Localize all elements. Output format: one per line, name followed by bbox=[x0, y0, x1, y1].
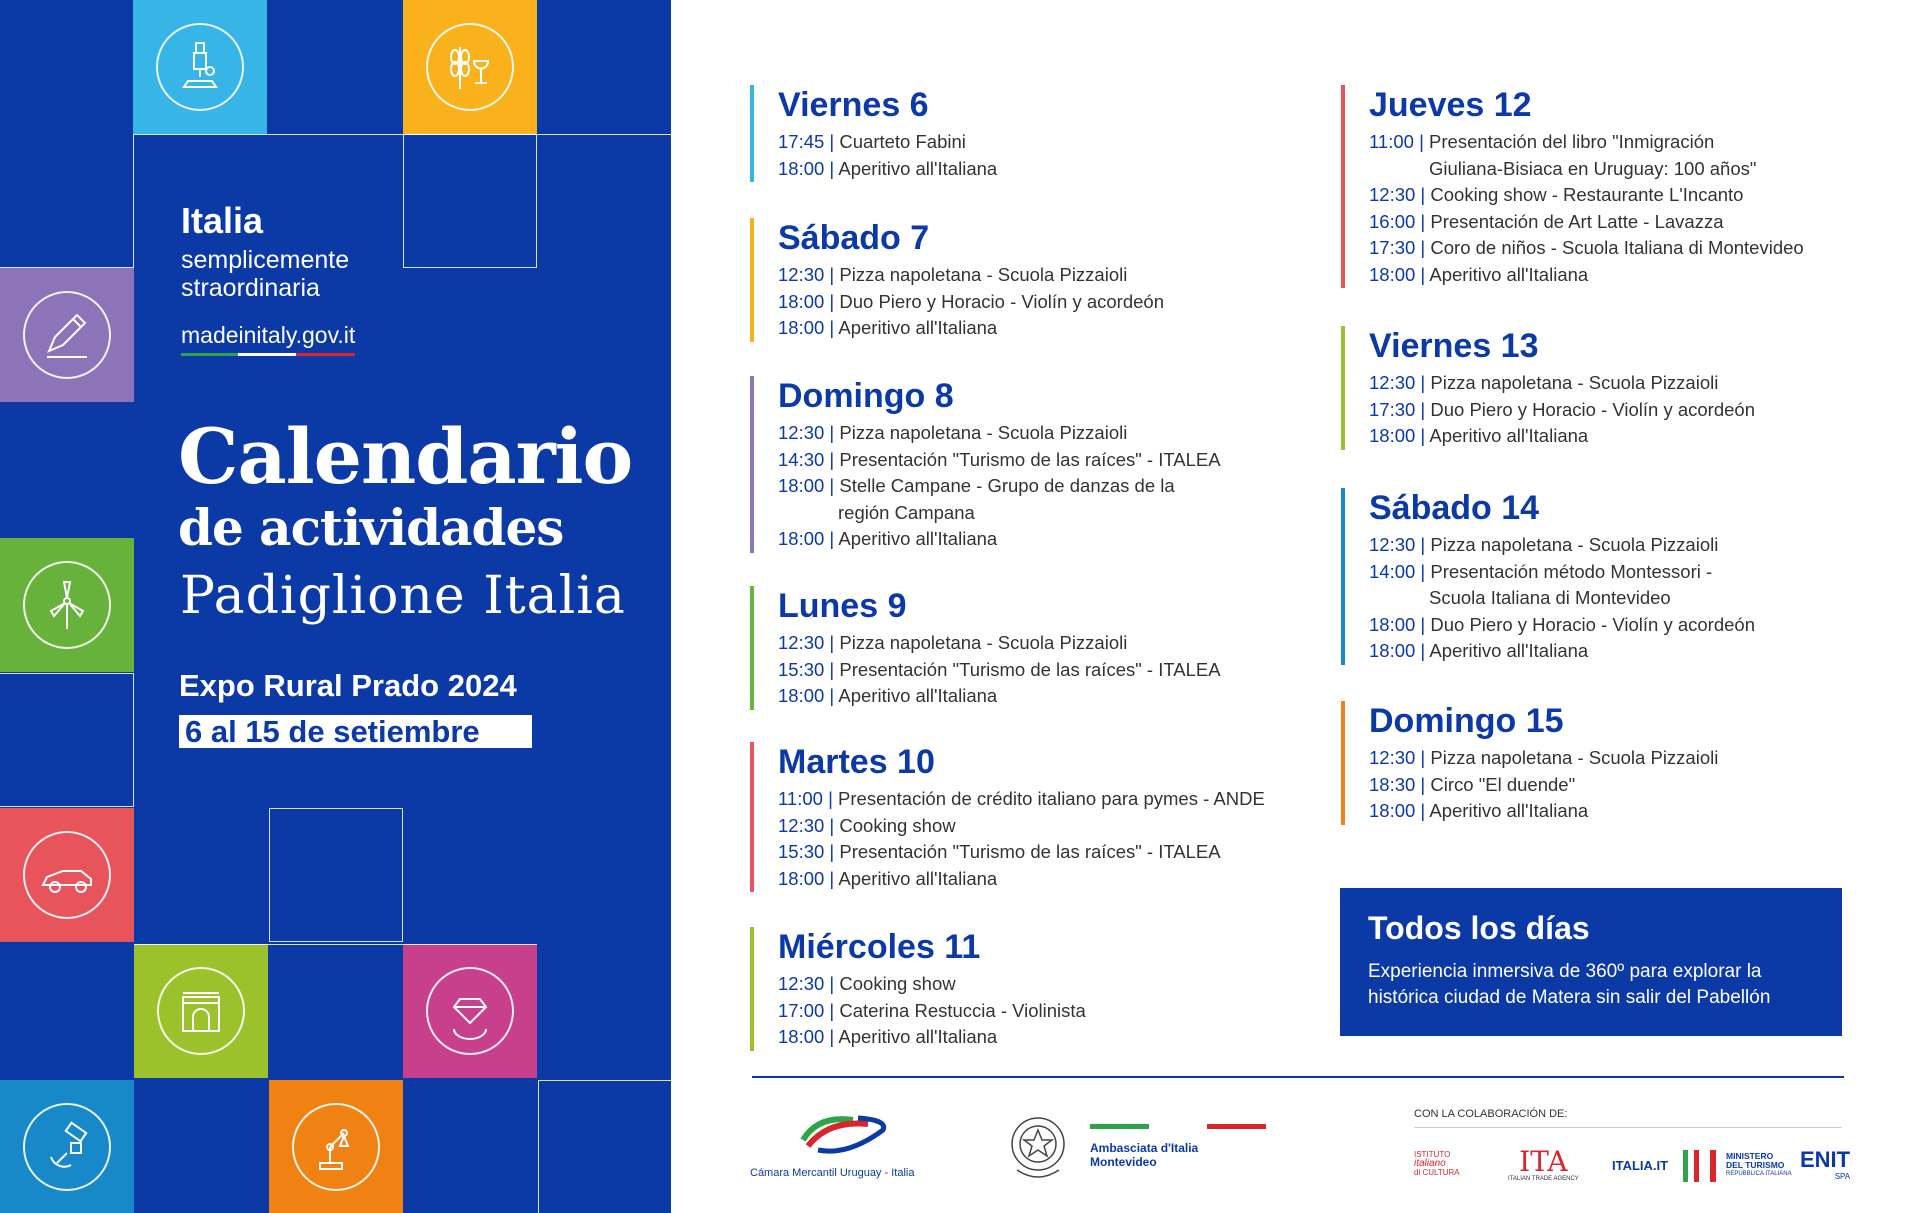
arch-icon bbox=[171, 981, 231, 1041]
event-text: Duo Piero y Horacio - Violín y acordeón bbox=[1430, 398, 1755, 420]
wine-wheat-tile bbox=[403, 0, 537, 134]
event-text: Aperitivo all'Italiana bbox=[838, 1026, 998, 1047]
event-time: 11:00 bbox=[778, 788, 823, 809]
event-text: Cooking show bbox=[839, 973, 956, 994]
event-text: Pizza napoletana - Scuola Pizzaioli bbox=[1430, 534, 1719, 555]
event-time: 18:00 bbox=[778, 157, 825, 179]
wheat-wine-icon bbox=[440, 37, 500, 97]
ministero-line-2: DEL TURISMO bbox=[1726, 1160, 1785, 1170]
event-separator: | bbox=[824, 422, 840, 443]
event-text: Pizza napoletana - Scuola Pizzaioli bbox=[1430, 372, 1719, 393]
event-separator: | bbox=[824, 131, 840, 152]
jewel-tile bbox=[403, 944, 537, 1078]
event-row bbox=[1369, 370, 1755, 397]
ministero-line-3: REPUBBLICA ITALIANA bbox=[1726, 1171, 1792, 1177]
car-tile bbox=[0, 808, 134, 942]
event-separator: | bbox=[824, 448, 840, 470]
left-panel bbox=[0, 0, 671, 1213]
camara-logo bbox=[750, 1110, 950, 1179]
brand-url: madeinitaly.gov.it bbox=[181, 322, 355, 356]
brand-subtitle bbox=[181, 246, 349, 302]
event-separator: | bbox=[824, 264, 840, 285]
emblem-icon bbox=[1005, 1108, 1071, 1184]
iic-line-2: italiano bbox=[1414, 1158, 1446, 1169]
event-separator: | bbox=[824, 658, 840, 680]
event-time: 12:30 bbox=[1369, 747, 1416, 768]
headline-subtitle: de actividades bbox=[178, 498, 564, 557]
event-separator: | bbox=[822, 788, 839, 809]
event-row bbox=[1369, 559, 1755, 586]
day-block bbox=[1341, 326, 1755, 450]
event-text: Circo "El duende" bbox=[1430, 773, 1576, 795]
satellite-tile bbox=[0, 1080, 134, 1213]
day-block bbox=[1341, 85, 1804, 288]
event-continuation: Giuliana-Bisiaca en Uruguay: 100 años" bbox=[1429, 157, 1757, 179]
collab-rule bbox=[1414, 1127, 1842, 1128]
brand-title: Italia bbox=[181, 200, 264, 241]
italian-flag-icon bbox=[1683, 1150, 1699, 1182]
event-time: 12:30 bbox=[1369, 184, 1416, 205]
diamond-ring-icon bbox=[440, 981, 500, 1041]
day-title: Viernes 6 bbox=[778, 86, 929, 124]
day-title: Domingo 8 bbox=[778, 377, 954, 415]
robot-arm-tile bbox=[269, 1080, 403, 1213]
pencil-tile bbox=[0, 268, 134, 402]
day-block bbox=[750, 376, 1221, 553]
event-separator: | bbox=[824, 973, 840, 994]
event-row bbox=[1369, 129, 1804, 156]
event-separator: | bbox=[1415, 425, 1430, 446]
italian-flag-bar bbox=[1090, 1124, 1266, 1129]
event-separator: | bbox=[824, 841, 840, 862]
event-text: Cuarteto Fabini bbox=[839, 131, 966, 152]
expo-dates: 6 al 15 de setiembre bbox=[179, 715, 532, 748]
day-block bbox=[1341, 701, 1718, 825]
event-time: 18:00 bbox=[1369, 640, 1416, 661]
day-title: Martes 10 bbox=[778, 743, 935, 781]
brand-subtitle-line-2: straordinaria bbox=[181, 274, 320, 302]
event-text: Pizza napoletana - Scuola Pizzaioli bbox=[839, 422, 1128, 443]
event-row bbox=[778, 420, 1221, 447]
embassy-logo bbox=[1090, 1124, 1270, 1169]
event-row bbox=[1369, 262, 1804, 289]
event-time: 18:00 bbox=[778, 685, 825, 706]
everyday-text bbox=[1368, 959, 1814, 1011]
event-separator: | bbox=[824, 999, 840, 1021]
event-text: Pizza napoletana - Scuola Pizzaioli bbox=[839, 632, 1128, 653]
event-time: 17:30 bbox=[1369, 237, 1416, 258]
event-separator: | bbox=[1415, 237, 1431, 258]
event-time: 18:00 bbox=[1369, 425, 1416, 446]
event-text: Presentación del libro "Inmigración bbox=[1429, 131, 1715, 152]
event-separator: | bbox=[824, 475, 840, 496]
event-row bbox=[778, 839, 1265, 866]
event-time: 18:00 bbox=[778, 528, 825, 549]
event-row bbox=[1369, 612, 1755, 639]
event-text: Presentación de crédito italiano para pymes - ANDE bbox=[838, 788, 1265, 809]
ministero-line-1: MINISTERO bbox=[1726, 1151, 1774, 1161]
iic-line-3: di CULTURA bbox=[1414, 1168, 1460, 1177]
event-row bbox=[778, 630, 1221, 657]
iic-line-1: ISTITUTO bbox=[1414, 1150, 1451, 1159]
event-text: Pizza napoletana - Scuola Pizzaioli bbox=[839, 264, 1128, 285]
ita-logo bbox=[1508, 1145, 1579, 1182]
event-text: Aperitivo all'Italiana bbox=[1429, 425, 1589, 446]
event-text: Duo Piero y Horacio - Violín y acordeón bbox=[839, 290, 1164, 312]
enit-logo bbox=[1800, 1148, 1850, 1181]
event-time: 16:00 bbox=[1369, 210, 1416, 232]
event-time: 12:30 bbox=[1369, 372, 1416, 393]
day-block bbox=[750, 586, 1221, 710]
event-text: Aperitivo all'Italiana bbox=[1429, 263, 1589, 285]
event-time: 18:00 bbox=[1369, 263, 1416, 285]
event-row bbox=[778, 657, 1221, 684]
ita-sub: ITALIAN TRADE AGENCY bbox=[1508, 1176, 1579, 1182]
event-separator: | bbox=[824, 685, 839, 706]
event-row bbox=[778, 262, 1164, 289]
day-title: Domingo 15 bbox=[1369, 702, 1564, 740]
event-text: Presentación de Art Latte - Lavazza bbox=[1430, 210, 1724, 232]
event-row bbox=[778, 473, 1221, 500]
event-separator: | bbox=[824, 632, 840, 653]
headline-title: Calendario bbox=[178, 412, 633, 501]
event-time: 15:30 bbox=[778, 841, 825, 862]
day-block bbox=[750, 927, 1086, 1051]
event-time: 18:00 bbox=[1369, 800, 1416, 821]
event-time: 14:30 bbox=[778, 448, 825, 470]
everyday-line-2: histórica ciudad de Matera sin salir del Pabellón bbox=[1368, 987, 1771, 1008]
enit-mark: ENIT bbox=[1800, 1147, 1851, 1172]
event-time: 18:00 bbox=[1369, 613, 1416, 635]
event-row bbox=[778, 1024, 1086, 1051]
event-time: 12:30 bbox=[778, 973, 825, 994]
pencil-icon bbox=[37, 305, 97, 365]
event-time: 18:00 bbox=[778, 317, 825, 338]
event-time: 18:00 bbox=[778, 475, 825, 496]
event-text: Pizza napoletana - Scuola Pizzaioli bbox=[1430, 747, 1719, 768]
event-row bbox=[1369, 423, 1755, 450]
event-text: Cooking show - Restaurante L'Incanto bbox=[1430, 184, 1744, 205]
event-separator: | bbox=[1415, 184, 1431, 205]
event-time: 18:30 bbox=[1369, 773, 1416, 795]
event-row bbox=[778, 971, 1086, 998]
everyday-box bbox=[1340, 888, 1842, 1036]
event-row bbox=[778, 786, 1265, 813]
event-text: Presentación método Montessori - bbox=[1430, 560, 1713, 582]
day-block bbox=[1341, 488, 1755, 665]
event-row bbox=[778, 447, 1221, 474]
event-text: Aperitivo all'Italiana bbox=[1429, 640, 1589, 661]
event-row bbox=[778, 683, 1221, 710]
camara-swoosh-icon bbox=[798, 1110, 898, 1160]
arch-tile bbox=[134, 944, 268, 1078]
event-time: 17:45 bbox=[778, 131, 825, 152]
event-separator: | bbox=[1415, 534, 1431, 555]
event-row bbox=[1369, 235, 1804, 262]
event-separator: | bbox=[824, 814, 840, 836]
event-row bbox=[778, 315, 1164, 342]
event-continuation: Scuola Italiana di Montevideo bbox=[1429, 587, 1671, 608]
event-separator: | bbox=[824, 1026, 839, 1047]
everyday-title: Todos los días bbox=[1368, 910, 1590, 946]
ministero-bar bbox=[1710, 1150, 1716, 1182]
wind-turbine-icon bbox=[37, 575, 97, 635]
event-separator: | bbox=[1415, 398, 1431, 420]
day-block bbox=[750, 218, 1164, 342]
event-row bbox=[778, 526, 1221, 553]
expo-name: Expo Rural Prado 2024 bbox=[179, 668, 517, 703]
wind-turbine-tile bbox=[0, 538, 134, 672]
event-text: Aperitivo all'Italiana bbox=[838, 528, 998, 549]
day-title: Sábado 14 bbox=[1369, 489, 1540, 527]
event-row bbox=[1369, 532, 1755, 559]
event-row bbox=[1369, 638, 1755, 665]
event-row bbox=[1369, 772, 1718, 799]
event-continuation: región Campana bbox=[838, 501, 975, 523]
ita-mark: ITA bbox=[1519, 1145, 1568, 1178]
embassy-line-1: Ambasciata d'Italia bbox=[1090, 1141, 1199, 1155]
day-block bbox=[750, 85, 997, 182]
event-text: Aperitivo all'Italiana bbox=[838, 685, 998, 706]
everyday-line-1: Experiencia inmersiva de 360º para explorar la bbox=[1368, 961, 1762, 982]
event-text: Presentación "Turismo de las raíces" - ITALEA bbox=[839, 841, 1221, 862]
event-separator: | bbox=[1415, 800, 1430, 821]
event-time: 17:30 bbox=[1369, 398, 1416, 420]
event-row bbox=[778, 998, 1086, 1025]
event-row bbox=[1369, 397, 1755, 424]
event-text: Cooking show bbox=[839, 814, 956, 836]
event-time: 12:30 bbox=[778, 422, 825, 443]
event-text: Aperitivo all'Italiana bbox=[838, 867, 998, 889]
collab-label: CON LA COLABORACIÓN DE: bbox=[1414, 1108, 1568, 1120]
car-icon bbox=[37, 845, 97, 905]
ministero-logo bbox=[1726, 1152, 1792, 1179]
event-separator: | bbox=[1415, 560, 1431, 582]
event-separator: | bbox=[1413, 131, 1430, 152]
event-separator: | bbox=[1415, 773, 1431, 795]
event-time: 12:30 bbox=[778, 264, 825, 285]
event-text: Aperitivo all'Italiana bbox=[838, 157, 998, 179]
event-separator: | bbox=[1415, 263, 1430, 285]
satellite-icon bbox=[37, 1117, 97, 1177]
event-time: 18:00 bbox=[778, 290, 825, 312]
event-row bbox=[1369, 798, 1718, 825]
event-row bbox=[778, 813, 1265, 840]
event-text: Caterina Restuccia - Violinista bbox=[839, 999, 1086, 1021]
event-separator: | bbox=[824, 157, 839, 179]
italia-it-logo: ITALIA.IT bbox=[1612, 1158, 1669, 1173]
day-title: Sábado 7 bbox=[778, 219, 930, 257]
event-time: 15:30 bbox=[778, 658, 825, 680]
event-separator: | bbox=[1415, 747, 1431, 768]
event-time: 12:30 bbox=[778, 632, 825, 653]
day-title: Miércoles 11 bbox=[778, 928, 981, 966]
brand-subtitle-line-1: semplicemente bbox=[181, 246, 350, 274]
event-separator: | bbox=[824, 867, 839, 889]
event-separator: | bbox=[824, 528, 839, 549]
event-row bbox=[1369, 745, 1718, 772]
microscope-icon bbox=[170, 37, 230, 97]
event-separator: | bbox=[1415, 640, 1430, 661]
embassy-line-2: Montevideo bbox=[1090, 1155, 1157, 1169]
event-text: Aperitivo all'Italiana bbox=[838, 317, 998, 338]
footer-divider bbox=[752, 1076, 1844, 1078]
event-text: Duo Piero y Horacio - Violín y acordeón bbox=[1430, 613, 1755, 635]
camara-label: Cámara Mercantil Uruguay - Italia bbox=[750, 1167, 915, 1179]
event-row bbox=[778, 129, 997, 156]
day-title: Lunes 9 bbox=[778, 587, 907, 625]
event-time: 18:00 bbox=[778, 867, 825, 889]
day-title: Viernes 13 bbox=[1369, 327, 1539, 365]
event-text: Stelle Campane - Grupo de danzas de la bbox=[839, 475, 1175, 496]
day-block bbox=[750, 742, 1265, 892]
event-row bbox=[778, 156, 997, 183]
event-time: 18:00 bbox=[778, 1026, 825, 1047]
event-separator: | bbox=[1415, 613, 1431, 635]
event-time: 14:00 bbox=[1369, 560, 1416, 582]
event-text: Presentación "Turismo de las raíces" - ITALEA bbox=[839, 448, 1221, 470]
headline-pavilion: Padiglione Italia bbox=[180, 566, 626, 626]
event-row bbox=[778, 289, 1164, 316]
event-row bbox=[778, 866, 1265, 893]
republic-emblem bbox=[1005, 1108, 1071, 1189]
event-time: 11:00 bbox=[1369, 131, 1414, 152]
event-time: 12:30 bbox=[778, 814, 825, 836]
robot-arm-icon bbox=[306, 1117, 366, 1177]
event-text: Aperitivo all'Italiana bbox=[1429, 800, 1589, 821]
day-title: Jueves 12 bbox=[1369, 86, 1532, 124]
event-separator: | bbox=[1415, 210, 1431, 232]
event-separator: | bbox=[824, 317, 839, 338]
event-row bbox=[1369, 209, 1804, 236]
iic-logo bbox=[1414, 1150, 1460, 1177]
event-time: 17:00 bbox=[778, 999, 825, 1021]
event-row bbox=[1369, 182, 1804, 209]
event-text: Presentación "Turismo de las raíces" - ITALEA bbox=[839, 658, 1221, 680]
enit-sub: SPA bbox=[1834, 1172, 1851, 1181]
microscope-tile bbox=[133, 0, 267, 134]
event-separator: | bbox=[1415, 372, 1431, 393]
event-separator: | bbox=[824, 290, 840, 312]
event-text: Coro de niños - Scuola Italiana di Montevideo bbox=[1430, 237, 1804, 258]
event-time: 12:30 bbox=[1369, 534, 1416, 555]
